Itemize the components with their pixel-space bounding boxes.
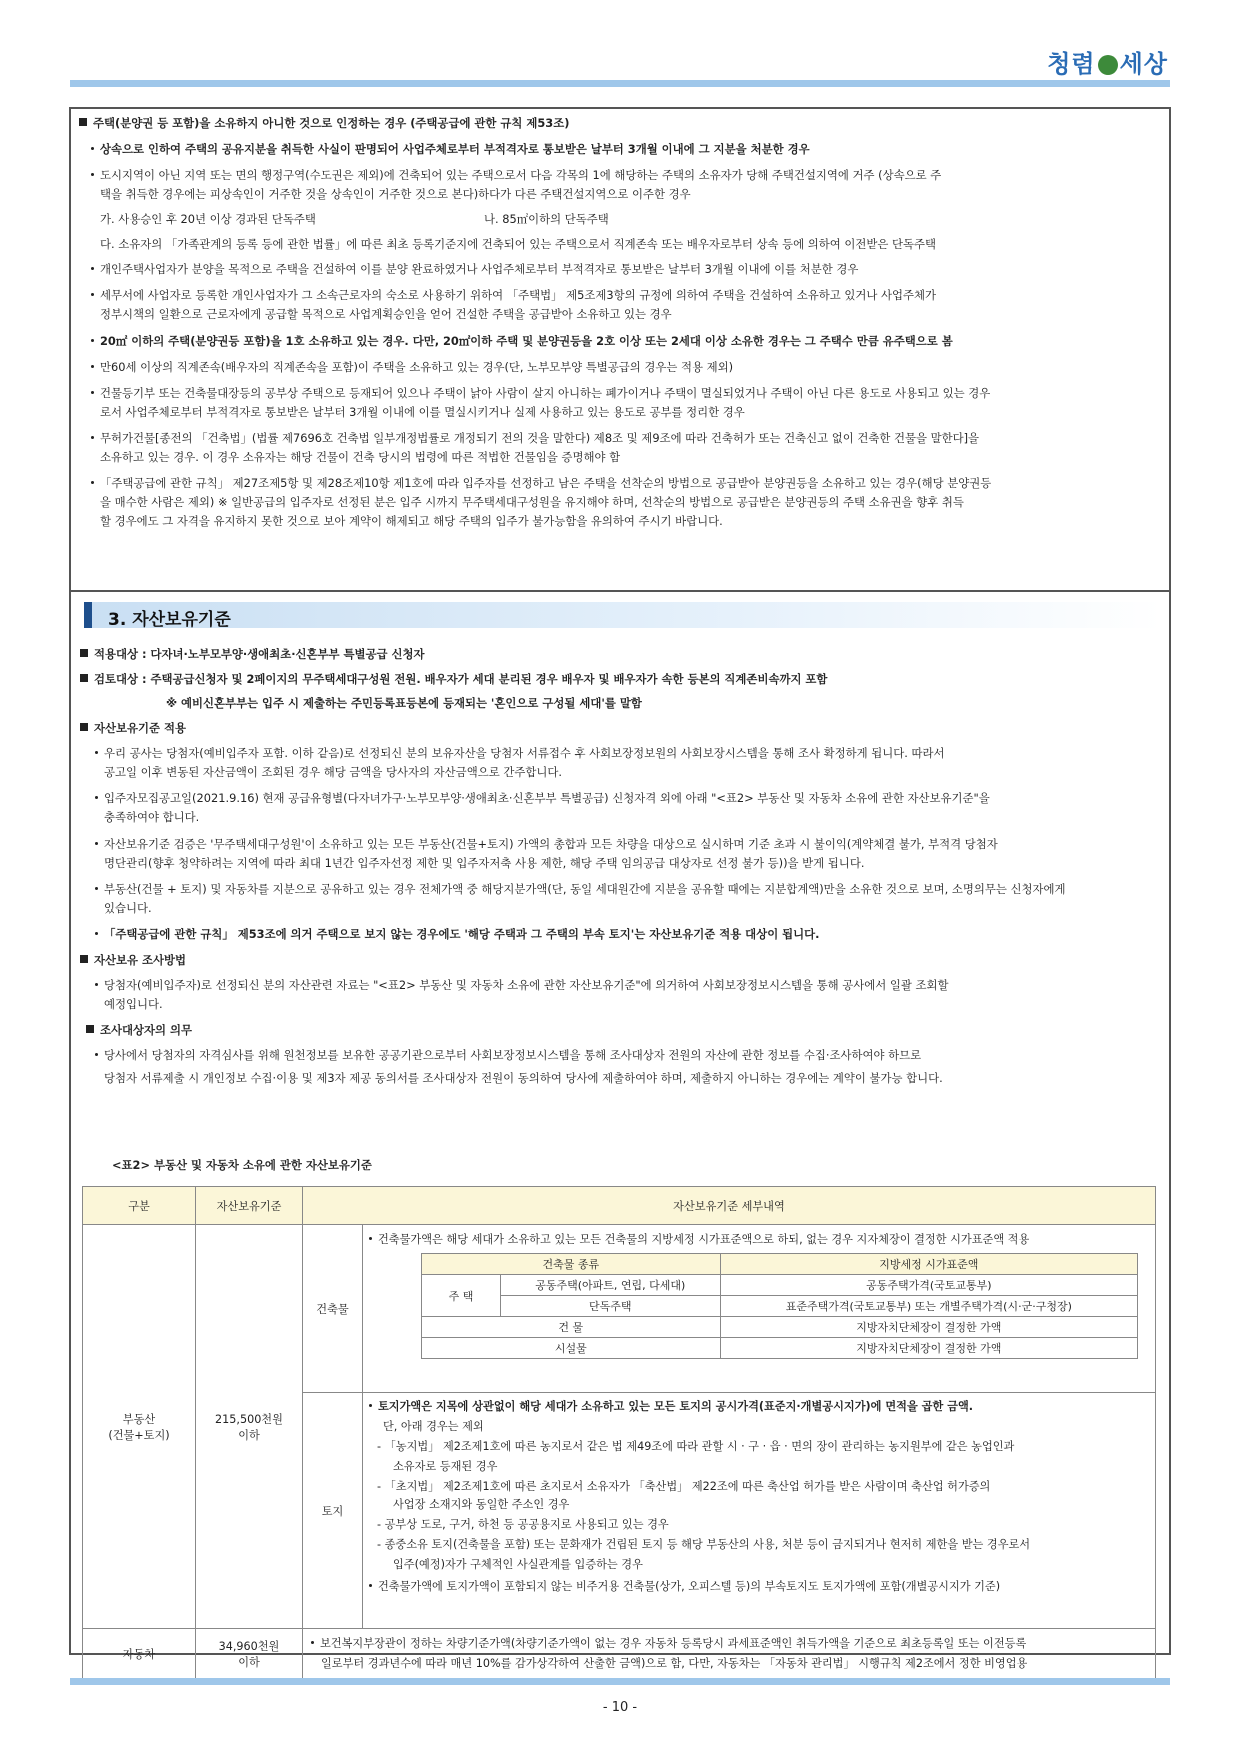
car-detail: 보건복지부장관이 정하는 차량기준가액(차량기준가액이 없는 경우 자동차 등록당시 과세표준액인 취득가액을 기준으로 최초등록일 또는 이전등록 일로부터 경과년수에 따라 매년 10%를 감가상각하여 산출한 금액)으로 함, 다만, 자동차는 「자동차 관리법」 시행규칙 제2조에서 정한 비영업용 <box>303 1629 1156 1679</box>
list-item-cont: 소유하고 있는 경우. 이 경우 소유자는 해당 건물이 건축 당시의 법령에 따른 적법한 건물임을 증명해야 함 <box>100 450 621 464</box>
list-item-cont: 공고일 이후 변동된 자산금액이 조회된 경우 해당 금액을 당사자의 자산금액으로 간주합니다. <box>104 765 562 779</box>
logo: 청렴 세상 <box>1047 50 1168 78</box>
section-heading <box>84 602 1162 628</box>
list-item-cont: 명단관리(향후 청약하려는 지역에 따라 최대 1년간 입주자선정 제한 및 입주자저축 사용 제한, 해당 주택 임의공급 대상자로 선정 불가 등))을 받게 됩니다. <box>104 856 865 870</box>
header-divider <box>70 80 1170 87</box>
list-item-cont: 로서 사업주체로부터 부적격자로 통보받은 날부터 3개월 이내에 이를 멸실시키거나 실제 사용하고 있는 용도로 공부를 정리한 경우 <box>100 405 745 419</box>
list-item: 입주자모집공고일(2021.9.16) 현재 공급유형별(다자녀가구·노부모부양·생애최초·신혼부부 특별공급) 신청자격 외에 아래 "<표2> 부동산 및 자동차 소유에 관한 자산보유기준"을 <box>95 790 990 806</box>
review-line: 검토대상 : 주택공급신청자 및 2페이지의 무주택세대구성원 전원. 배우자가 세대 분리된 경우 배우자 및 배우자가 속한 등본의 직계존비속까지 포함 <box>80 671 827 687</box>
list-item: 무허가건물[종전의 「건축법」(법률 제7696호 건축법 일부개정법률로 개정되기 전의 것을 말한다) 제8조 및 제9조에 따라 건축허가 또는 건축신고 없이 건축한 건물을 말한다]을 <box>91 430 979 446</box>
subsection-title: 자산보유 조사방법 <box>80 952 186 968</box>
list-item-cont: 택을 취득한 경우에는 피상속인이 거주한 것을 상속인이 거주한 것으로 본다)하다가 다른 주택건설지역으로 이주한 경우 <box>100 187 691 201</box>
list-item: 개인주택사업자가 분양을 목적으로 주택을 건설하여 이를 분양 완료하였거나 사업주체로부터 부적격자로 통보받은 날부터 3개월 이내에 이를 처분한 경우 <box>91 261 858 277</box>
table-header: 구분 <box>83 1187 196 1225</box>
list-subitem: 가. 사용승인 후 20년 이상 경과된 단독주택 <box>100 212 316 226</box>
page-number: - 10 - <box>602 1700 638 1715</box>
square-bullet-icon <box>86 1025 94 1033</box>
square-bullet-icon <box>80 955 88 963</box>
list-item: 세무서에 사업자로 등록한 개인사업자가 그 소속근로자의 숙소로 사용하기 위하여 「주택법」 제5조제3항의 규정에 의하여 주택을 건설하여 소유하고 있거나 사업주체가 <box>91 287 936 303</box>
list-item: 「주택공급에 관한 규칙」 제27조제5항 및 제28조제10항 제1호에 따라 입주자를 선정하고 남은 주택을 선착순의 방법으로 공급받아 분양권등을 소유하고 있는 경우(해당 분양권등 <box>91 475 991 491</box>
building-label: 건축물 <box>303 1225 363 1393</box>
non-ownership-box <box>69 107 1171 592</box>
list-item: 20㎡ 이하의 주택(분양권등 포함)을 1호 소유하고 있는 경우. 다만, 20㎡이하 주택 및 분양권등을 2호 이상 또는 2세대 이상 소유한 경우는 그 주택수 만큼 유주택으로 봄 <box>91 333 953 349</box>
target-line: 적용대상 : 다자녀·노부모부양·생애최초·신혼부부 특별공급 신청자 <box>80 646 425 662</box>
land-detail: 토지가액은 지목에 상관없이 해당 세대가 소유하고 있는 모든 토지의 공시가격(표준지·개별공시지가)에 면적을 곱한 금액. 단, 아래 경우는 제외 - 「농지법」 제2조제1호에 따른 농지로서 같은 법 제49조에 따라 관할 시 · 구 · 읍 · 면의 장이 관리하는 농지원부에 같은 농업인과 소유자로 등재된 경우 - 「초지법」 제2조제1호에 따른 초지로서 소유자가 「축산법」 제22조에 따른 축산업 허가를 받은 사람이며 축산업 허가증의 사업장 소재지와 동일한 주소인 경우 - 공부상 도로, 구거, 하천 등 공공용지로 사용되고 있는 경우 - 종중소유 토지(건축물을 포함) 또는 문화재가 건립된 토지 등 해당 부동산의 사용, 처분 등이 금지되거나 현저히 제한을 받는 경우로서 입주(예정)자가 구체적인 사실관계를 입증하는 경우 건축물가액에 토지가액이 포함되지 않는 비주거용 건축물(상가, 오피스텔 등)의 부속토지도 토지가액에 포함(개별공시지가 기준) <box>363 1393 1156 1629</box>
list-item: 만60세 이상의 직계존속(배우자의 직계존속을 포함)이 주택을 소유하고 있는 경우(단, 노부모부양 특별공급의 경우는 적용 제외) <box>91 359 733 375</box>
square-bullet-icon <box>80 674 88 682</box>
table-header: 자산보유기준 세부내역 <box>303 1187 1156 1225</box>
building-type-table: 건축물 종류 지방세정 시가표준액 주 택 공동주택(아파트, 연립, 다세대) 공동주택가격(국토교통부) 단독주택 표준주택가격(국토교통부) 또는 개별주택가격(시·군·구청장) 건 물 지방자치단체장이 결정한 가액 시설물 지방자치단체장이 결정한 가액 <box>421 1253 1138 1359</box>
subsection-title: 조사대상자의 의무 <box>86 1022 192 1038</box>
list-item: 상속으로 인하여 주택의 공유지분을 취득한 사실이 판명되어 사업주체로부터 부적격자로 통보받은 날부터 3개월 이내에 그 지분을 처분한 경우 <box>91 141 810 157</box>
list-item-cont: 을 매수한 사람은 제외) ※ 일반공급의 입주자로 선정된 분은 입주 시까지 무주택세대구성원을 유지해야 하며, 선착순의 방법으로 공급받은 분양권등의 주택 소유권을 향후 취득 <box>100 495 964 509</box>
list-item: 당첨자(예비입주자)로 선정되신 분의 자산관련 자료는 "<표2> 부동산 및 자동차 소유에 관한 자산보유기준"에 의거하여 사회보장정보시스템을 통해 공사에서 일괄 조회할 <box>95 977 948 993</box>
table-caption: <표2> 부동산 및 자동차 소유에 관한 자산보유기준 <box>112 1158 372 1172</box>
list-item: 우리 공사는 당첨자(예비입주자 포함. 이하 같음)로 선정되신 분의 보유자산을 당첨자 서류접수 후 사회보장정보원의 사회보장시스템을 통해 조사 확정하게 됩니다. 따라서 <box>95 745 945 761</box>
square-bullet-icon <box>80 723 88 731</box>
list-subitem: 다. 소유자의 「가족관계의 등록 등에 관한 법률」에 따른 최초 등록기준지에 건축되어 있는 주택으로서 직계존속 또는 배우자로부터 상속 등에 의하여 이전받은 단독주택 <box>100 237 937 251</box>
land-label: 토지 <box>303 1393 363 1629</box>
footer-divider <box>70 1678 1170 1685</box>
list-item: 자산보유기준 검증은 '무주택세대구성원'이 소유하고 있는 모든 부동산(건물+토지) 가액의 총합과 모든 차량을 대상으로 실시하며 기준 초과 시 불이익(계약체결 불가, 부적격 당첨자 <box>95 836 998 852</box>
list-item: 「주택공급에 관한 규칙」 제53조에 의거 주택으로 보지 않는 경우에도 '해당 주택과 그 주택의 부속 토지'는 자산보유기준 적용 대상이 됩니다. <box>95 926 820 942</box>
list-item-cont: 충족하여야 합니다. <box>104 810 200 824</box>
list-item: 도시지역이 아닌 지역 또는 면의 행정구역(수도권은 제외)에 건축되어 있는 주택으로서 다음 각목의 1에 해당하는 주택의 소유자가 당해 주택건설지역에 거주 (상속으로 주 <box>91 167 941 183</box>
logo-emblem-icon <box>1098 55 1118 75</box>
subsection-title: 자산보유기준 적용 <box>80 720 186 736</box>
realestate-std-cell: 215,500천원 이하 <box>196 1225 303 1629</box>
list-item-cont: 할 경우에도 그 자격을 유지하지 못한 것으로 보아 계약이 해제되고 해당 주택의 입주가 불가능함을 유의하여 주시기 바랍니다. <box>100 514 723 528</box>
list-item: 당사에서 당첨자의 자격심사를 위해 원천정보를 보유한 공공기관으로부터 사회보장정보시스템을 통해 조사대상자 전원의 자산에 관한 정보를 수집·조사하여야 하므로 <box>95 1047 921 1063</box>
list-item: 건물등기부 또는 건축물대장등의 공부상 주택으로 등재되어 있으나 주택이 낡아 사람이 살지 아니하는 폐가이거나 주택이 멸실되었거나 주택이 아닌 다른 용도로 사용되고 있는 경우 <box>91 385 990 401</box>
asset-standard-table <box>82 1186 1156 1679</box>
list-subitem: 나. 85㎡이하의 단독주택 <box>484 212 609 226</box>
car-std-cell: 34,960천원 이하 <box>196 1629 303 1679</box>
square-bullet-icon <box>79 118 87 126</box>
realestate-cell: 부동산 (건물+토지) <box>83 1225 196 1629</box>
car-label: 자동차 <box>83 1629 196 1679</box>
list-item-cont: 있습니다. <box>104 901 152 915</box>
list-item: 부동산(건물 + 토지) 및 자동차를 지분으로 공유하고 있는 경우 전체가액 중 해당지분가액(단, 동일 세대원간에 지분을 공유할 때에는 지분합계액)만을 소유한 것으로 보며, 소명의무는 신청자에게 <box>95 881 1065 897</box>
list-item-cont: 예정입니다. <box>104 997 163 1011</box>
list-item-cont: 정부시책의 일환으로 근로자에게 공급할 목적으로 사업계획승인을 얻어 건설한 주택을 공급받아 소유하고 있는 경우 <box>100 307 672 321</box>
square-bullet-icon <box>80 649 88 657</box>
review-note: ※ 예비신혼부부는 입주 시 제출하는 주민등록표등본에 등재되는 '혼인으로 구성될 세대'를 말함 <box>166 696 642 710</box>
table-header: 자산보유기준 <box>196 1187 303 1225</box>
section-title: 3. 자산보유기준 <box>108 610 231 630</box>
box-title: 주택(분양권 등 포함)을 소유하지 아니한 것으로 인정하는 경우 (주택공급에 관한 규칙 제53조) <box>79 115 569 131</box>
list-item-cont: 당첨자 서류제출 시 개인정보 수집·이용 및 제3자 제공 동의서를 조사대상자 전원이 동의하여 당사에 제출하여야 하며, 제출하지 아니하는 경우에는 계약이 불가능 합니다. <box>104 1071 943 1085</box>
building-detail: 건축물가액은 해당 세대가 소유하고 있는 모든 건축물의 지방세정 시가표준액으로 하되, 없는 경우 지자체장이 결정한 시가표준액 적용 건축물 종류 지방세정 시가표준액 주 택 공동주택(아파트, 연립, 다세대) 공동주택가격(국토교통부) 단독주택 표준주택가격(국토교통부) 또는 개별주택가격(시·군·구청장) 건 물 지방자치단체장이 결정한 가액 시설물 지방자치단체장이 결정한 가액 <box>363 1225 1156 1393</box>
